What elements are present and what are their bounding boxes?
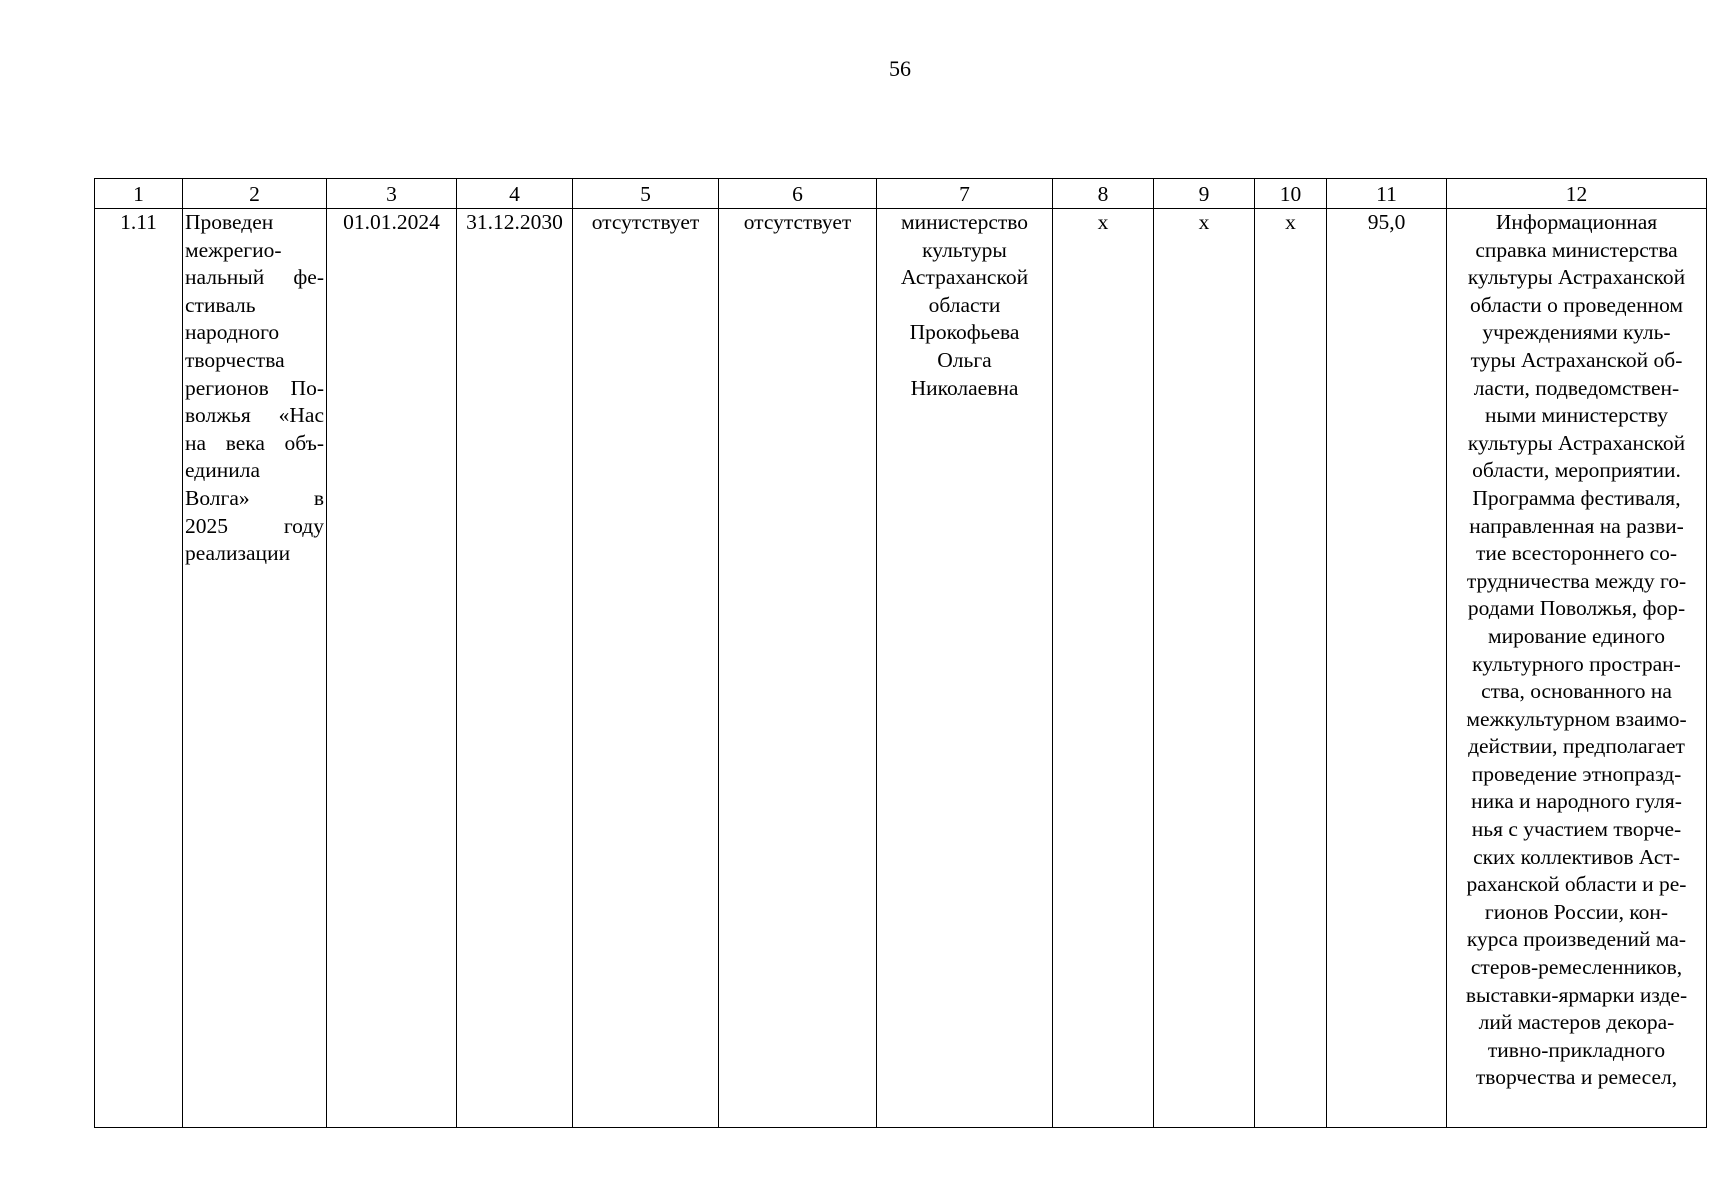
document-line: нья с участием творче- [1471, 817, 1682, 842]
description-line: регионов По- [185, 375, 324, 400]
document-line: стеров-ремесленников, [1470, 955, 1683, 980]
header-cell-4: 4 [457, 179, 573, 209]
document-line: выставки-ярмарки изде- [1465, 982, 1688, 1007]
responsible-line: Николаевна [910, 375, 1019, 400]
description-line: Волга» в [185, 485, 324, 510]
header-cell-3: 3 [327, 179, 457, 209]
document-line: справка министерства [1475, 237, 1678, 262]
column-5-value: отсутствует [573, 209, 719, 1128]
document-line: культуры Астраханской [1467, 430, 1686, 455]
header-cell-7: 7 [877, 179, 1053, 209]
page-number: 56 [889, 56, 911, 81]
header-cell-9: 9 [1154, 179, 1255, 209]
document-line: лий мастеров декора- [1478, 1010, 1675, 1035]
header-cell-10: 10 [1255, 179, 1327, 209]
description-line: 2025 году [185, 513, 324, 538]
column-9-value: x [1154, 209, 1255, 1128]
header-cell-5: 5 [573, 179, 719, 209]
header-row [95, 179, 1707, 209]
document-line: ских коллективов Аст- [1473, 844, 1680, 869]
document-line: курса произведений ма- [1466, 927, 1687, 952]
responsible-line: культуры [922, 237, 1007, 262]
header-cell-1: 1 [95, 179, 183, 209]
row-number: 1.11 [95, 209, 183, 1128]
confirming-document [1447, 209, 1707, 1128]
document-line: проведение этнопразд- [1471, 761, 1682, 786]
document-line: родами Поволжья, фор- [1467, 596, 1686, 621]
document-line: учреждениями куль- [1482, 320, 1671, 345]
end-date: 31.12.2030 [457, 209, 573, 1128]
description-line: творчества [185, 347, 285, 372]
document-line: ства, основанного на [1481, 679, 1672, 704]
document-line: Информационная [1495, 210, 1658, 234]
header-cell-8: 8 [1053, 179, 1154, 209]
table-row [95, 209, 1707, 1128]
description-line: стиваль [185, 292, 256, 317]
description-line: на века объ- [185, 430, 324, 455]
description-line: единила [185, 458, 260, 483]
document-line: мирование единого [1488, 623, 1665, 648]
header-cell-11: 11 [1327, 179, 1447, 209]
description-line: нальный фе- [185, 265, 324, 290]
document-line: тие всестороннего со- [1475, 541, 1678, 566]
document-line: раханской области и ре- [1466, 872, 1687, 897]
description-line: межрегио- [185, 237, 282, 262]
document-line: культуры Астраханской [1467, 265, 1686, 290]
document-line: Программа фестиваля, [1472, 485, 1681, 510]
description-line: реализации [185, 541, 291, 566]
document-line: туры Астраханской об- [1470, 347, 1683, 372]
document-line: гионов России, кон- [1484, 899, 1669, 924]
description-line: народного [185, 320, 280, 345]
document-line: области, мероприятии. [1472, 458, 1681, 483]
document-line: ласти, подведомствен- [1473, 375, 1680, 400]
event-description [183, 209, 327, 1128]
document-line: направленная на разви- [1469, 513, 1684, 538]
document-line: творчества и ремесел, [1475, 1065, 1678, 1090]
header-cell-12: 12 [1447, 179, 1707, 209]
header-cell-2: 2 [183, 179, 327, 209]
description-line: волжья «Нас [185, 403, 324, 428]
description-line: Проведен [185, 210, 274, 234]
document-line: действии, предполагает [1468, 734, 1685, 759]
document-line: ника и народного гуля- [1471, 789, 1682, 814]
responsible-line: Ольга [937, 347, 992, 372]
responsible-line: Прокофьева [909, 320, 1020, 345]
column-11-value: 95,0 [1327, 209, 1447, 1128]
start-date: 01.01.2024 [327, 209, 457, 1128]
document-line: области о проведенном [1469, 292, 1684, 317]
document-line: культурного простран- [1472, 651, 1681, 676]
document-line: трудничества между го- [1466, 568, 1687, 593]
column-6-value: отсутствует [719, 209, 877, 1128]
column-10-value: x [1255, 209, 1327, 1128]
document-line: тивно-прикладного [1487, 1037, 1666, 1062]
document-line: ными министерству [1485, 403, 1668, 428]
column-8-value: x [1053, 209, 1154, 1128]
responsible-line: области [928, 292, 1001, 317]
responsible-executor [877, 209, 1053, 1128]
responsible-line: Астраханской [900, 265, 1029, 290]
responsible-line: министерство [900, 210, 1029, 234]
document-line: межкультурном взаимо- [1466, 706, 1687, 731]
header-cell-6: 6 [719, 179, 877, 209]
data-table [94, 178, 1707, 1128]
